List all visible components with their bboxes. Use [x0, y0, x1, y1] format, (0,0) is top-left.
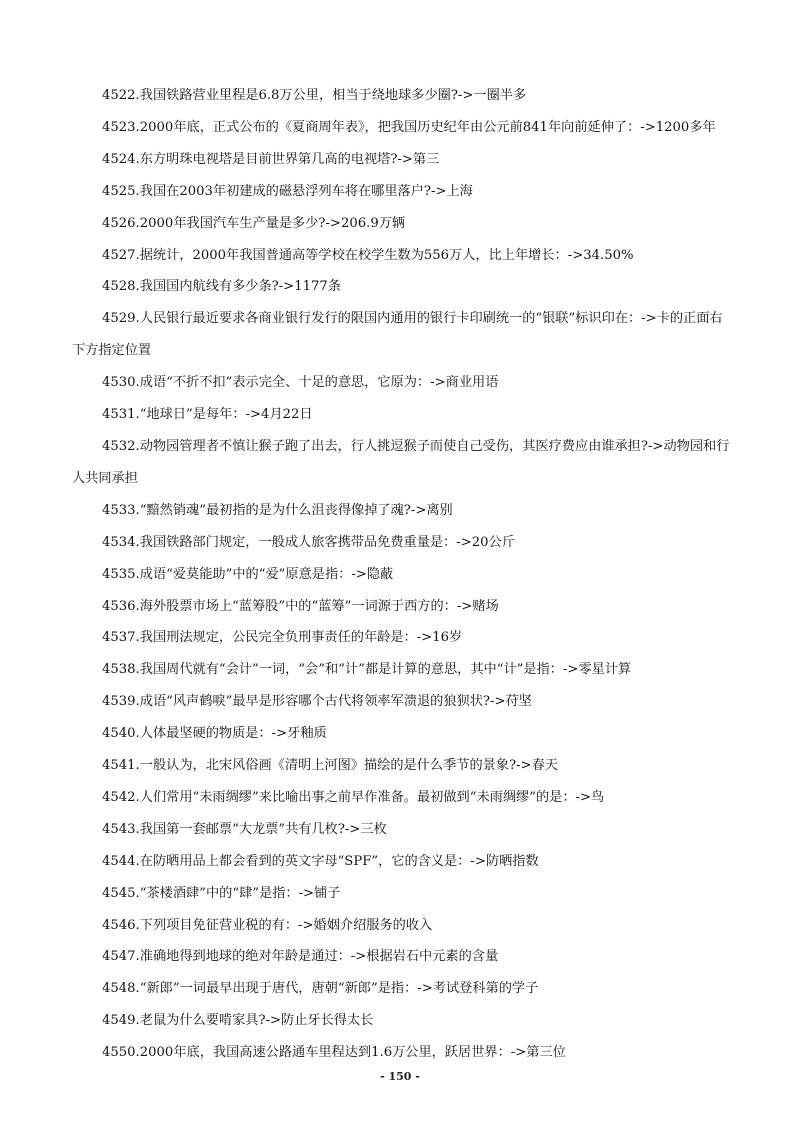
page-number: - 150 - [380, 1070, 420, 1083]
qa-item-4536: 4536.海外股票市场上“蓝筹股”中的“蓝筹”一词源于西方的：->赌场 [102, 598, 499, 614]
qa-item-4522: 4522.我国铁路营业里程是6.8万公里，相当于绕地球多少圈?->一圈半多 [102, 88, 527, 103]
qa-item-4544: 4544.在防晒用品上都会看到的英文字母“SPF”，它的含义是：->防晒指数 [102, 853, 539, 869]
qa-item-4532: 4532.动物园管理者不慎让猴子跑了出去，行人挑逗猴子而使自己受伤，其医疗费应由谁承担?->动物园和行人共同承担 [72, 438, 730, 486]
qa-item-4550: 4550.2000年底，我国高速公路通车里程达到1.6万公里，跃居世界：->第三位 [102, 1045, 566, 1061]
qa-item-4542: 4542.人们常用“未雨绸缪”来比喻出事之前早作准备。最初做到“未雨绸缪”的是：->鸟 [102, 789, 605, 805]
qa-item-4549: 4549.老鼠为什么要啃家具?->防止牙长得太长 [102, 1013, 374, 1029]
qa-item-4540: 4540.人体最坚硬的物质是：->牙釉质 [102, 726, 327, 742]
qa-item-4545: 4545.“茶楼酒肆”中的“肆”是指：->铺子 [102, 885, 341, 901]
qa-item-4526: 4526.2000年我国汽车生产量是多少?->206.9万辆 [102, 215, 406, 231]
qa-item-4531: 4531.“地球日”是每年：->4月22日 [102, 407, 313, 423]
qa-item-4528: 4528.我国国内航线有多少条?->1177条 [102, 279, 341, 295]
qa-item-4543: 4543.我国第一套邮票“大龙票”共有几枚?->三枚 [102, 821, 387, 837]
qa-item-4547: 4547.准确地得到地球的绝对年龄是通过：->根据岩石中元素的含量 [102, 949, 499, 965]
qa-item-4534: 4534.我国铁路部门规定，一般成人旅客携带品免费重量是：->20公斤 [102, 534, 515, 550]
qa-list [72, 80, 732, 1069]
qa-item-4525: 4525.我国在2003年初建成的磁悬浮列车将在哪里落户?->上海 [102, 183, 473, 199]
qa-item-4537: 4537.我国刑法规定，公民完全负刑事责任的年龄是：->16岁 [102, 630, 463, 646]
qa-item-4546: 4546.下列项目免征营业税的有：->婚姻介绍服务的收入 [102, 917, 433, 933]
qa-item-4539: 4539.成语“风声鹤唳”最早是形容哪个古代将领率军溃退的狼狈状?->苻坚 [102, 694, 532, 710]
qa-item-4533: 4533.“黯然销魂”最初指的是为什么沮丧得像掉了魂?->离别 [102, 502, 453, 518]
qa-item-4535: 4535.成语“爱莫能助”中的“爱”原意是指：->隐蔽 [102, 566, 394, 582]
qa-item-4523: 4523.2000年底，正式公布的《夏商周年表》，把我国历史纪年由公元前841年向前延伸了：->1200多年 [102, 119, 716, 135]
qa-item-4529: 4529.人民银行最近要求各商业银行发行的限国内通用的银行卡印刷统一的“银联”标识印在：->卡的正面右下方指定位置 [72, 311, 723, 359]
qa-item-4538: 4538.我国周代就有“会计”一词，“会”和“计”都是计算的意思，其中“计”是指：->零星计算 [102, 662, 632, 678]
qa-item-4541: 4541.一般认为，北宋风俗画《清明上河图》描绘的是什么季节的景象?->春天 [102, 758, 558, 774]
qa-item-4524: 4524.东方明珠电视塔是目前世界第几高的电视塔?->第三 [102, 151, 440, 167]
qa-item-4530: 4530.成语“不折不扣”表示完全、十足的意思，它原为：->商业用语 [102, 375, 499, 391]
qa-item-4527: 4527.据统计，2000年我国普通高等学校在校学生数为556万人，比上年增长：->34.50% [102, 247, 634, 263]
qa-item-4548: 4548.“新郎”一词最早出现于唐代，唐朝“新郎”是指：->考试登科第的学子 [102, 981, 539, 997]
